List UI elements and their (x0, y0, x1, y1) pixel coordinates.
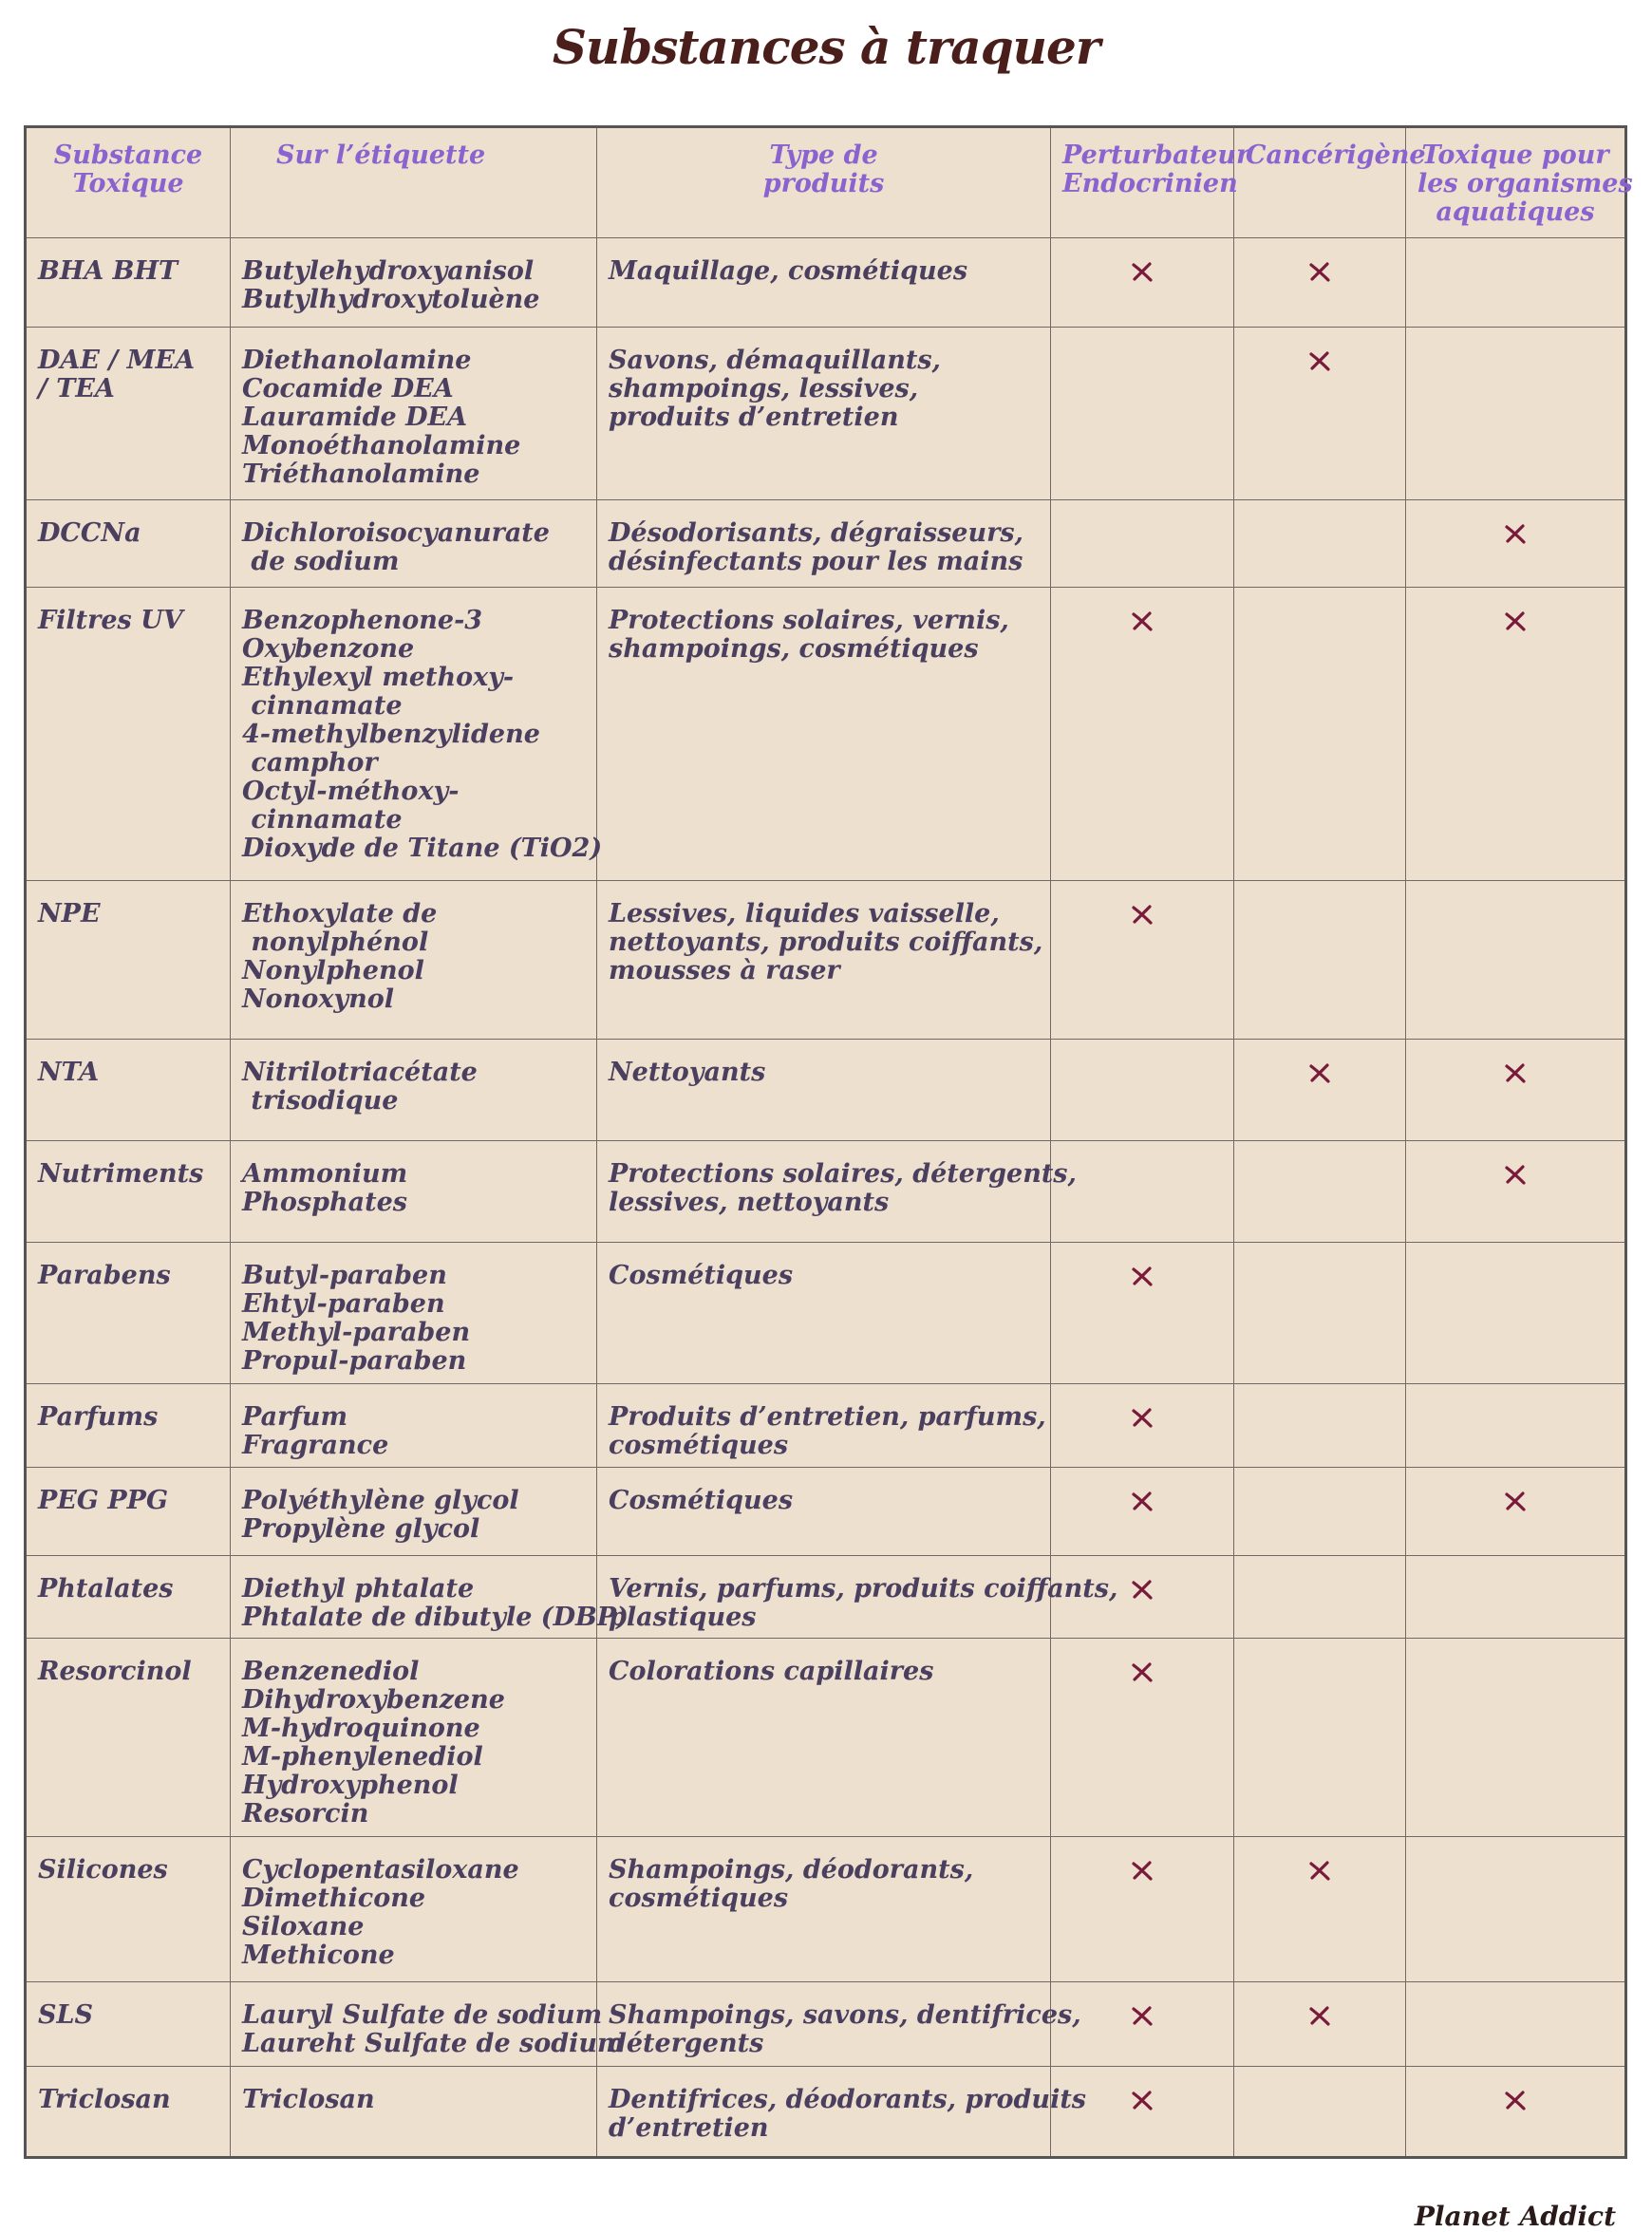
table-body (26, 238, 1626, 2158)
cross-mark-icon (1062, 2001, 1222, 2035)
label-cell (231, 880, 597, 1039)
endocrine-cell (1051, 327, 1234, 499)
substance-cell-line: DCCNa (38, 518, 141, 549)
label-cell (231, 327, 597, 499)
endocrine-cell (1051, 1242, 1234, 1383)
label-cell-line: Ethylexyl methoxy- (242, 662, 515, 692)
cancer-cell (1234, 1837, 1406, 1981)
header-type-line: Type de (769, 141, 878, 170)
label-cell-line: Resorcin (242, 1798, 369, 1829)
label-cell-line: Polyéthylène glycol (242, 1485, 519, 1515)
type-cell-line: Shampoings, savons, dentifrices, (609, 1999, 1081, 2030)
cross-mark-icon (1062, 1658, 1222, 1691)
cross-mark-icon (1417, 2086, 1613, 2119)
type-cell-line: Dentifrices, déodorants, produits (609, 2085, 1086, 2115)
label-cell-line: cinnamate (242, 690, 403, 721)
aquatic-cell (1406, 1467, 1626, 1556)
cross-mark-icon (1062, 2086, 1222, 2119)
label-cell-line: Dichloroisocyanurate (242, 518, 550, 549)
label-cell (231, 1383, 597, 1467)
header-endocrine-line: Perturbateur (1062, 141, 1250, 170)
cancer-cell (1234, 2067, 1406, 2158)
label-cell-line: camphor (242, 747, 378, 778)
label-cell-line: M-hydroquinone (242, 1713, 480, 1743)
type-cell (597, 880, 1051, 1039)
label-cell-line: Benzenediol (242, 1656, 420, 1686)
header-label (231, 127, 597, 238)
header-type-line: produits (762, 169, 885, 198)
substance-cell (26, 1556, 231, 1639)
header-label-line: Sur l’étiquette (276, 141, 486, 170)
substance-cell (26, 1467, 231, 1556)
cancer-cell (1234, 238, 1406, 328)
label-cell-line: Propul-paraben (242, 1345, 467, 1376)
type-cell (597, 238, 1051, 328)
cancer-cell (1234, 1467, 1406, 1556)
substance-cell-line: NPE (38, 898, 101, 928)
label-cell-line: de sodium (242, 547, 400, 577)
header-aquatic-line: aquatiques (1436, 197, 1595, 227)
table-row (26, 1556, 1626, 1639)
type-cell-line: Cosmétiques (609, 1260, 794, 1290)
label-cell-line: Monoéthanolamine (242, 430, 521, 460)
table-row (26, 587, 1626, 880)
type-cell (597, 1556, 1118, 1639)
label-cell-line: Diethyl phtalate (242, 1574, 475, 1604)
header-cancer (1234, 127, 1426, 238)
type-cell-line: Savons, démaquillants, (609, 345, 941, 375)
substance-cell (26, 1141, 231, 1243)
header-substance (26, 127, 231, 238)
substance-cell-line: Triclosan (38, 2085, 171, 2115)
substance-cell (26, 1837, 231, 1981)
label-cell-line: Dimethicone (242, 1884, 426, 1914)
label-cell-line: Cyclopentasiloxane (242, 1855, 519, 1885)
cross-mark-icon (1417, 607, 1613, 640)
type-cell (597, 1837, 1051, 1981)
cross-mark-icon (1246, 257, 1394, 291)
label-cell (231, 500, 597, 588)
cancer-cell (1234, 587, 1406, 880)
cancer-cell (1234, 880, 1406, 1039)
cancer-cell (1234, 1242, 1406, 1383)
cross-mark-icon (1417, 1160, 1613, 1193)
substance-cell (26, 1242, 231, 1383)
substance-cell (26, 587, 231, 880)
type-cell (597, 1467, 1051, 1556)
endocrine-cell (1051, 1383, 1234, 1467)
cancer-cell (1234, 1383, 1406, 1467)
header-aquatic-line: Toxique pour (1421, 141, 1609, 170)
aquatic-cell (1406, 1837, 1626, 1981)
endocrine-cell (1051, 1040, 1234, 1141)
substance-cell (26, 500, 231, 588)
label-cell-line: Oxybenzone (242, 633, 415, 664)
table-row (26, 1837, 1626, 1981)
endocrine-cell (1051, 587, 1234, 880)
substance-cell (26, 1040, 231, 1141)
label-cell-line: Nonoxynol (242, 984, 395, 1014)
page-title: Substances à traquer (552, 19, 1100, 75)
label-cell-line: cinnamate (242, 804, 403, 835)
cancer-cell (1234, 1040, 1406, 1141)
type-cell-line: lessives, nettoyants (609, 1188, 890, 1217)
type-cell-line: produits d’entretien (609, 402, 899, 432)
label-cell-line: Phtalate de dibutyle (DBP) (242, 1603, 629, 1633)
cross-mark-icon (1417, 519, 1613, 553)
substance-cell-line: Parabens (38, 1260, 171, 1290)
type-cell-line: plastiques (609, 1603, 757, 1633)
type-cell-line: détergents (609, 2028, 764, 2058)
substances-table (24, 125, 1633, 2159)
label-cell-line: Laureht Sulfate de sodium (242, 2028, 625, 2058)
label-cell-line: Nitrilotriacétate (242, 1058, 478, 1088)
type-cell (597, 1141, 1077, 1243)
header-type (597, 127, 1051, 238)
aquatic-cell (1406, 1556, 1626, 1639)
endocrine-cell (1051, 1467, 1234, 1556)
label-cell-line: Hydroxyphenol (242, 1770, 459, 1800)
type-cell-line: Cosmétiques (609, 1485, 794, 1515)
cancer-cell (1234, 1556, 1406, 1639)
type-cell-line: cosmétiques (609, 1430, 789, 1460)
cross-mark-icon (1062, 1403, 1222, 1436)
cancer-cell (1234, 1141, 1406, 1243)
type-cell (597, 1242, 1051, 1383)
label-cell-line: Methyl-paraben (242, 1317, 471, 1347)
footer-brand: Planet Addict (1414, 2201, 1616, 2232)
label-cell-line: Propylène glycol (242, 1513, 480, 1544)
type-cell (597, 1040, 1051, 1141)
type-cell-line: shampoings, lessives, (609, 373, 919, 403)
endocrine-cell (1051, 500, 1234, 588)
type-cell-line: Shampoings, déodorants, (609, 1855, 974, 1885)
table-row (26, 1638, 1626, 1837)
cross-mark-icon (1417, 1059, 1613, 1092)
label-cell-line: Diethanolamine (242, 345, 472, 375)
table-row (26, 1981, 1626, 2067)
label-cell-line: trisodique (242, 1086, 399, 1116)
substance-cell (26, 1981, 231, 2067)
aquatic-cell (1406, 500, 1626, 588)
label-cell-line: Cocamide DEA (242, 373, 454, 403)
aquatic-cell (1406, 587, 1626, 880)
cross-mark-icon (1417, 1487, 1613, 1520)
table-row (26, 500, 1626, 588)
label-cell-line: 4-methylbenzylidene (242, 719, 540, 749)
substance-cell (26, 327, 231, 499)
aquatic-cell (1406, 1040, 1626, 1141)
table-row (26, 1467, 1626, 1556)
type-cell-line: Maquillage, cosmétiques (609, 256, 968, 286)
substance-cell (26, 238, 231, 328)
endocrine-cell (1051, 1141, 1234, 1243)
table-row (26, 2067, 1626, 2158)
type-cell-line: Produits d’entretien, parfums, (609, 1401, 1046, 1432)
cross-mark-icon (1062, 1856, 1222, 1889)
type-cell-line: shampoings, cosmétiques (609, 633, 979, 664)
aquatic-cell (1406, 238, 1626, 328)
label-cell-line: Fragrance (242, 1430, 389, 1460)
type-cell (597, 1638, 1051, 1837)
label-cell-line: Nonylphenol (242, 955, 424, 985)
type-cell (597, 500, 1051, 588)
aquatic-cell (1406, 2067, 1626, 2158)
header-endocrine (1051, 127, 1250, 238)
type-cell-line: Protections solaires, vernis, (609, 605, 1009, 635)
label-cell (231, 238, 597, 328)
cross-mark-icon (1062, 257, 1222, 291)
label-cell-line: Triclosan (242, 2085, 375, 2115)
substance-cell-line: SLS (38, 1999, 93, 2030)
type-cell-line: Protections solaires, détergents, (609, 1159, 1077, 1189)
substance-cell (26, 1638, 231, 1837)
aquatic-cell (1406, 1141, 1626, 1243)
substance-cell-line: Filtres UV (38, 605, 183, 635)
aquatic-cell (1406, 1638, 1626, 1837)
cancer-cell (1234, 1981, 1406, 2067)
table-row (26, 1141, 1626, 1243)
label-cell (231, 1242, 597, 1383)
label-cell (231, 1981, 625, 2067)
type-cell (597, 2067, 1086, 2158)
type-cell-line: cosmétiques (609, 1884, 789, 1914)
cross-mark-icon (1062, 1262, 1222, 1295)
table-row (26, 880, 1626, 1039)
cross-mark-icon (1246, 347, 1394, 380)
substance-cell-line: Parfums (38, 1401, 159, 1432)
header-aquatic (1406, 127, 1633, 238)
cross-mark-icon (1246, 1856, 1394, 1889)
label-cell-line: Methicone (242, 1941, 395, 1971)
substance-cell-line: BHA BHT (38, 256, 178, 286)
cross-mark-icon (1246, 2001, 1394, 2035)
label-cell-line: M-phenylenediol (242, 1741, 483, 1772)
header-endocrine-line: Endocrinien (1062, 169, 1238, 198)
label-cell (231, 587, 603, 880)
substance-cell-line: Resorcinol (38, 1656, 192, 1686)
label-cell-line: Butylehydroxyanisol (242, 256, 535, 286)
substance-cell-line: DAE / MEA (38, 345, 196, 375)
type-cell-line: d’entretien (609, 2113, 769, 2144)
type-cell-line: mousses à raser (609, 955, 840, 985)
substance-cell-line: / TEA (38, 373, 115, 403)
endocrine-cell (1051, 1837, 1234, 1981)
label-cell-line: Benzophenone-3 (242, 605, 483, 635)
label-cell-line: Butyl-paraben (242, 1260, 447, 1290)
cancer-cell (1234, 500, 1406, 588)
cross-mark-icon (1062, 1487, 1222, 1520)
label-cell-line: Ammonium (242, 1159, 408, 1189)
label-cell-line: Ehtyl-paraben (242, 1288, 445, 1319)
aquatic-cell (1406, 880, 1626, 1039)
table-row (26, 1040, 1626, 1141)
type-cell (597, 1981, 1081, 2067)
type-cell-line: Vernis, parfums, produits coiffants, (609, 1574, 1118, 1604)
table-row (26, 1383, 1626, 1467)
cross-mark-icon (1062, 900, 1222, 933)
label-cell-line: Phosphates (242, 1188, 407, 1217)
type-cell-line: désinfectants pour les mains (609, 547, 1023, 577)
substance-cell (26, 880, 231, 1039)
label-cell-line: Parfum (242, 1401, 348, 1432)
header-row (26, 127, 1626, 238)
label-cell-line: Dihydroxybenzene (242, 1684, 505, 1715)
header-aquatic-line: les organismes (1417, 169, 1633, 198)
label-cell (231, 1837, 597, 1981)
label-cell (231, 2067, 597, 2158)
label-cell-line: Lauramide DEA (242, 402, 468, 432)
type-cell-line: nettoyants, produits coiffants, (609, 927, 1043, 957)
endocrine-cell (1051, 238, 1234, 328)
label-cell-line: Triéthanolamine (242, 459, 480, 489)
label-cell (231, 1040, 597, 1141)
substance-cell-line: PEG PPG (38, 1485, 169, 1515)
aquatic-cell (1406, 1383, 1626, 1467)
label-cell (231, 1556, 629, 1639)
type-cell-line: Désodorisants, dégraisseurs, (609, 518, 1023, 549)
label-cell-line: Dioxyde de Titane (TiO2) (242, 833, 603, 863)
label-cell (231, 1638, 597, 1837)
substance-cell-line: NTA (38, 1058, 100, 1088)
label-cell-line: Lauryl Sulfate de sodium (242, 1999, 603, 2030)
type-cell-line: Colorations capillaires (609, 1656, 934, 1686)
label-cell-line: Siloxane (242, 1912, 365, 1942)
type-cell (597, 587, 1051, 880)
type-cell-line: Lessives, liquides vaisselle, (609, 898, 1000, 928)
substance-cell (26, 1383, 231, 1467)
substance-cell (26, 2067, 231, 2158)
endocrine-cell (1051, 1638, 1234, 1837)
label-cell-line: nonylphénol (242, 927, 429, 957)
label-cell-line: Ethoxylate de (242, 898, 438, 928)
header-substance-line: Toxique (72, 169, 184, 198)
type-cell-line: Nettoyants (609, 1058, 766, 1088)
aquatic-cell (1406, 327, 1626, 499)
label-cell (231, 1141, 597, 1243)
substance-cell-line: Phtalates (38, 1574, 174, 1604)
label-cell-line: Octyl-méthoxy- (242, 776, 460, 806)
substance-cell-line: Silicones (38, 1855, 168, 1885)
cancer-cell (1234, 327, 1406, 499)
aquatic-cell (1406, 1981, 1626, 2067)
table-row (26, 327, 1626, 499)
cross-mark-icon (1246, 1059, 1394, 1092)
substance-cell-line: Nutriments (38, 1159, 204, 1189)
header-substance-line: Substance (53, 141, 203, 170)
cross-mark-icon (1062, 607, 1222, 640)
cancer-cell (1234, 1638, 1406, 1837)
type-cell (597, 327, 1051, 499)
type-cell (597, 1383, 1051, 1467)
table-row (26, 1242, 1626, 1383)
table-row (26, 238, 1626, 328)
aquatic-cell (1406, 1242, 1626, 1383)
label-cell (231, 1467, 597, 1556)
header-cancer-line: Cancérigène (1246, 141, 1426, 170)
endocrine-cell (1051, 880, 1234, 1039)
label-cell-line: Butylhydroxytoluène (242, 285, 540, 314)
